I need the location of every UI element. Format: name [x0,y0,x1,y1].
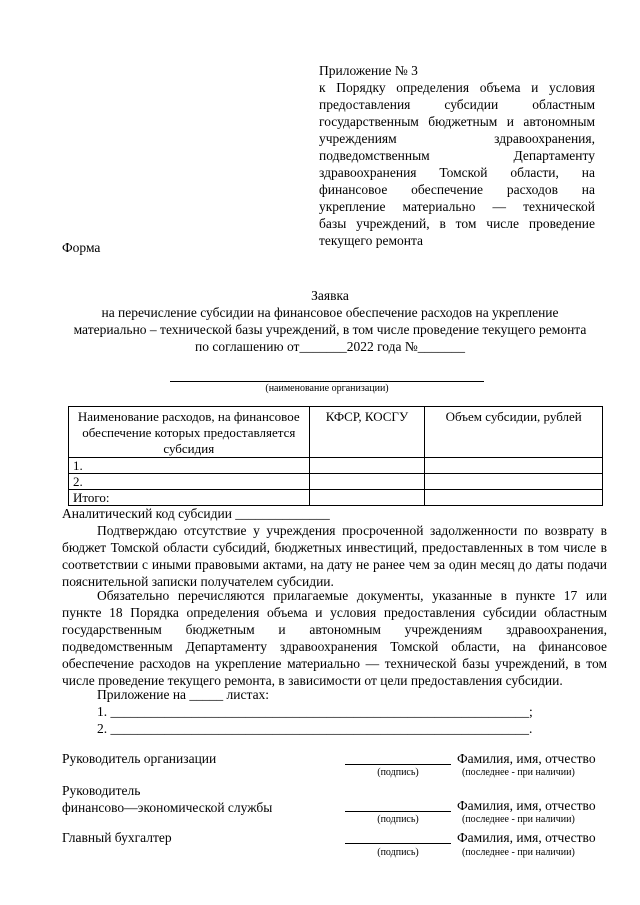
title-line: на перечисление субсидии на финансовое обеспечение расходов на укрепление [101,305,559,320]
attachment-item[interactable]: 2. ______________________________________________________________. [97,721,533,736]
expense-table [68,406,603,506]
column-header: Объем субсидии, рублей [425,407,603,458]
appendix-line: предоставления субсидии областным [319,97,595,112]
appendix-line: укрепление материально — технической [319,199,595,214]
column-header: Наименование расходов, на финансовое обеспечение которых предоставляется субсидия [69,407,310,458]
appendix-line: здравоохранения Томской области, на [319,165,595,180]
appendix-number: Приложение № 3 [319,63,418,78]
name-label: Фамилия, имя, отчество [457,751,596,766]
signer-role: Главный бухгалтер [62,830,172,845]
signer-role: Руководитель организации [62,751,217,766]
signature-caption: (подпись) [377,814,419,825]
signature-caption: (подпись) [377,847,419,858]
table-cell[interactable] [425,474,603,490]
appendix-line: учреждениям здравоохранения, [319,131,595,146]
column-header: КФСР, КОСГУ [309,407,425,458]
name-caption: (последнее - при наличии) [462,847,575,858]
signature-line[interactable] [345,843,451,844]
table-cell: 1. [69,458,310,474]
name-label: Фамилия, имя, отчество [457,830,596,845]
table-cell[interactable] [425,458,603,474]
table-cell[interactable] [309,474,425,490]
org-name-line[interactable] [170,381,484,382]
form-label: Форма [62,240,101,255]
table-cell: 2. [69,474,310,490]
table-cell: Итого: [69,490,310,506]
name-caption: (последнее - при наличии) [462,814,575,825]
request-title [40,287,620,355]
name-label: Фамилия, имя, отчество [457,798,596,813]
title-line: материально – технической базы учреждений, в том числе проведение текущего ремонта [73,322,587,337]
attachment-label: Приложение на _____ листах: [97,687,270,702]
appendix-line: к Порядку определения объема и условия [319,80,595,95]
signature-line[interactable] [345,764,451,765]
table-total-row [69,490,603,506]
title-heading: Заявка [311,288,349,303]
paragraph-documents: Обязательно перечисляются прилагаемые документы, указанные в пункте 17 или пункте 18 Порядка определения объема и условия предоставления субсидии областным государственным бюджетным и автономным учреждениям здравоохранения, подведомственным Департаменту здравоохранения Томской области, на финансовое обеспечение расходов на укрепление материально — технической базы учреждений, в том числе проведение текущего ремонта, в зависимости от цели предоставления субсидии. [62,588,607,688]
appendix-line: финансовое обеспечение расходов на [319,182,595,197]
table-row [69,474,603,490]
signature-line[interactable] [345,811,451,812]
signature-caption: (подпись) [377,767,419,778]
org-caption: (наименование организации) [265,383,389,394]
table-cell[interactable] [309,458,425,474]
paragraph-confirmation: Подтверждаю отсутствие у учреждения просроченной задолженности по возврату в бюджет Томской области субсидий, бюджетных инвестиций, предоставленных в том числе в соответствии с иными правовыми актами, на дату не ранее чем за один месяц до даты подачи пояснительной записки получателем субсидии. [62,523,607,589]
table-row [69,458,603,474]
analytic-code: Аналитический код субсидии ______________ [62,506,330,521]
table-cell[interactable] [309,490,425,506]
table-header-row [69,407,603,458]
title-line: по соглашению от_______2022 года №_______ [195,339,465,354]
table-cell[interactable] [425,490,603,506]
signer-role: финансово—экономической службы [62,800,273,815]
name-caption: (последнее - при наличии) [462,767,575,778]
appendix-line: государственным бюджетным и автономным [319,114,595,129]
appendix-line: подведомственным Департаменту [319,148,595,163]
appendix-line: базы учреждений, в том числе проведение [319,216,595,231]
appendix-block [319,62,595,249]
attachment-item[interactable]: 1. ______________________________________________________________; [97,704,533,719]
appendix-line: текущего ремонта [319,233,424,248]
signer-role: Руководитель [62,783,141,798]
